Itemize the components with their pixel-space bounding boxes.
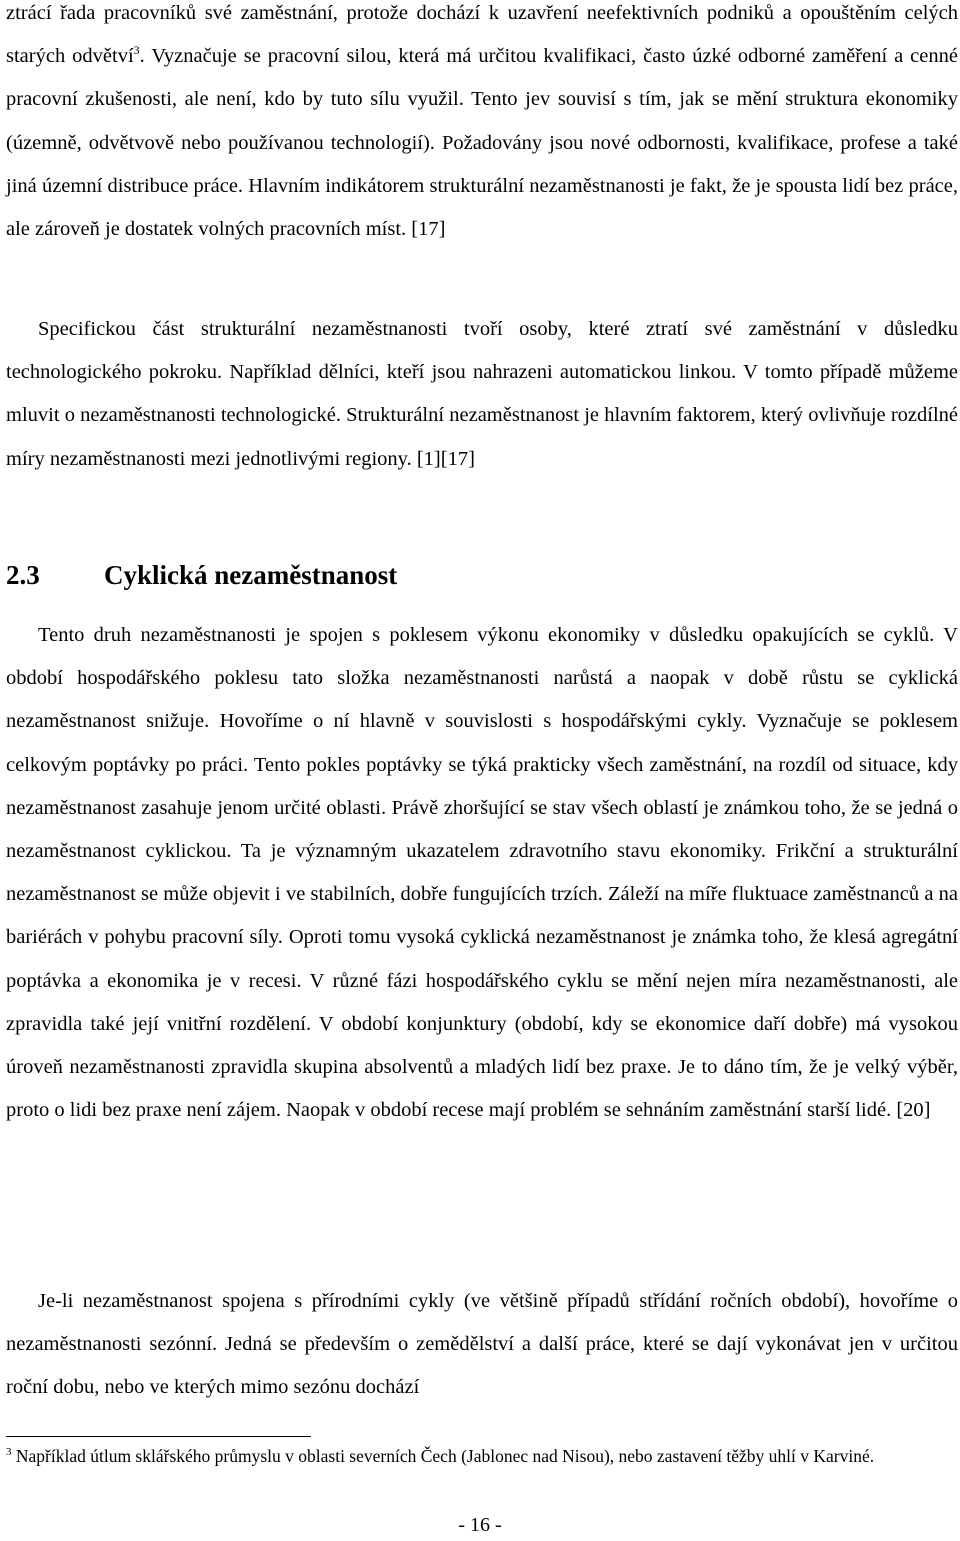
footnote-text: Například útlum sklářského průmyslu v oblasti severních Čech (Jablonec nad Nisou), nebo zastavení těžby uhlí v Karviné.: [15, 1446, 875, 1466]
page-number: - 16 -: [458, 1514, 502, 1536]
section-number: 2.3: [6, 560, 40, 590]
paragraph-technological-unemployment: Specifickou část strukturální nezaměstnanosti tvoří osoby, které ztratí své zaměstnání v důsledku technologického pokroku. Například dělníci, kteří jsou nahrazeni automatickou linkou. V tomto případě můžeme mluvit o nezaměstnanosti technologické. Strukturální nezaměstnanost je hlavním faktorem, který ovlivňuje rozdílné míry nezaměstnanosti mezi jednotlivými regiony. [1][17]: [6, 318, 958, 470]
footnote-marker: 3: [6, 1446, 12, 1459]
footnote-reference[interactable]: 3: [133, 43, 140, 58]
footnote: [6, 1443, 958, 1470]
paragraph-text-after-footnote-ref: . Vyznačuje se pracovní silou, která má určitou kvalifikaci, často úzké odborné zaměření a cenné pracovní zkušenosti, ale není, kdo by tuto sílu využil. Tento jev souvisí s tím, jak se mění struktura ekonomiky (územně, odvětvově nebo používanou technologií). Požadovány jsou nové odbornosti, kvalifikace, profese a také jiná územní distribuce práce. Hlavním indikátorem strukturální nezaměstnanosti je fakt, že je spousta lidí bez práce, ale zároveň je dostatek volných pracovních míst. [17]: [6, 45, 958, 241]
paragraph-structural-unemployment: [6, 0, 958, 251]
section-heading: [6, 553, 397, 597]
paragraph-text-before-footnote-ref: ztrácí řada pracovníků své zaměstnání, protože dochází k uzavření neefektivních podniků a opouštěním celých starých odvětví: [6, 2, 958, 68]
paragraph-seasonal-unemployment: Je-li nezaměstnanost spojena s přírodními cykly (ve většině případů střídání ročních období), hovoříme o nezaměstnanosti sezónní. Jedná se především o zemědělství a další práce, které se dají vykonávat jen v určitou roční dobu, nebo ve kterých mimo sezónu dochází: [6, 1290, 958, 1399]
section-title: Cyklická nezaměstnanost: [104, 560, 398, 590]
footnote-separator: [6, 1436, 311, 1437]
paragraph-cyclical-unemployment: Tento druh nezaměstnanosti je spojen s poklesem výkonu ekonomiky v důsledku opakujících se cyklů. V období hospodářského poklesu tato složka nezaměstnanosti narůstá a naopak v době růstu se cyklická nezaměstnanost snižuje. Hovoříme o ní hlavně v souvislosti s hospodářskými cykly. Vyznačuje se poklesem celkovým poptávky po práci. Tento pokles poptávky se týká prakticky všech zaměstnání, na rozdíl od situace, kdy nezaměstnanost zasahuje jenom určité oblasti. Právě zhoršující se stav všech oblastí je známkou toho, že se jedná o nezaměstnanost cyklickou. Ta je významným ukazatelem zdravotního stavu ekonomiky. Frikční a strukturální nezaměstnanost se může objevit i ve stabilních, dobře fungujících trzích. Záleží na míře fluktuace zaměstnanců a na bariérách v pohybu pracovní síly. Oproti tomu vysoká cyklická nezaměstnanost je známka toho, že klesá agregátní poptávka a ekonomika je v recesi. V různé fázi hospodářského cyklu se mění nejen míra nezaměstnanosti, ale zpravidla také její vnitřní rozdělení. V období konjunktury (období, kdy se ekonomice daří dobře) má vysokou úroveň nezaměstnanosti zpravidla skupina absolventů a mladých lidí bez praxe. Je to dáno tím, že je velký výběr, proto o lidi bez praxe není zájem. Naopak v období recese mají problém se sehnáním zaměstnání starší lidé. [20]: [6, 624, 958, 1122]
